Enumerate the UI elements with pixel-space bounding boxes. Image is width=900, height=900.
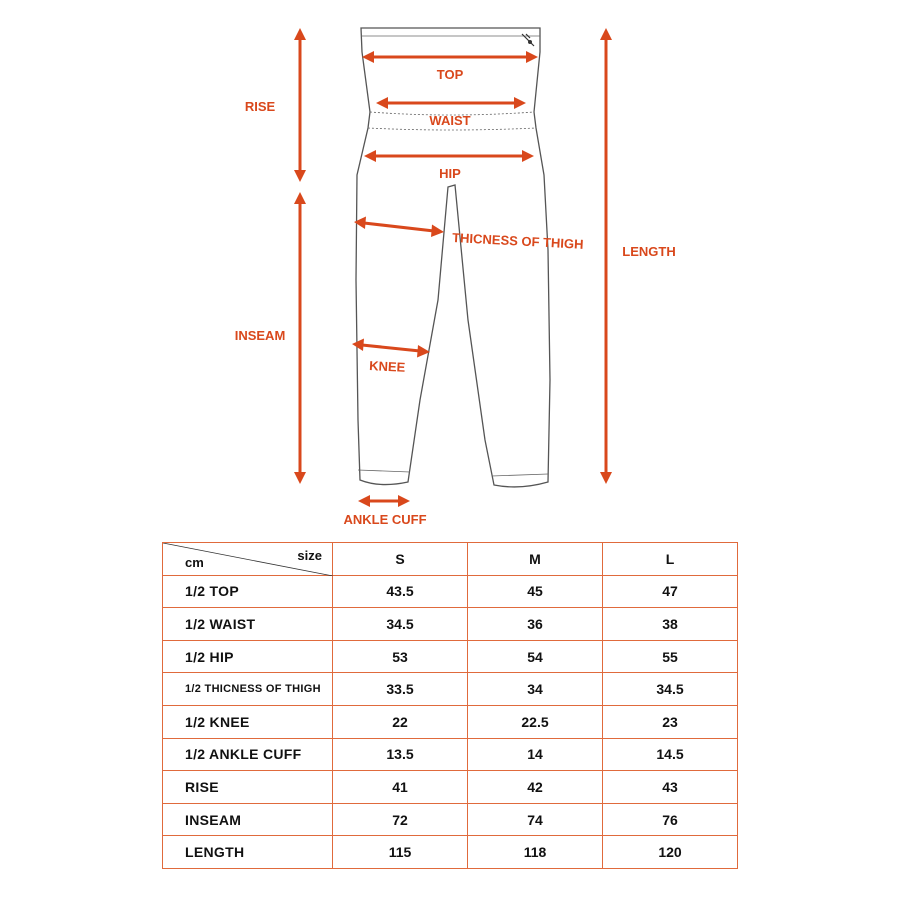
row-label: INSEAM [163,803,333,836]
inseam-label: INSEAM [234,328,286,343]
ankle-cuff-label: ANKLE CUFF [343,512,427,527]
table-cell: 41 [333,771,468,804]
row-label: 1/2 ANKLE CUFF [163,738,333,771]
thigh-label: THICNESS OF THIGH [451,230,584,252]
table-cell: 34.5 [603,673,738,706]
length-label: LENGTH [622,244,676,259]
length-arrow [600,28,612,484]
table-cell: 43 [603,771,738,804]
row-label: 1/2 HIP [163,640,333,673]
table-cell: 43.5 [333,575,468,608]
row-label: 1/2 KNEE [163,705,333,738]
table-row [163,575,738,608]
table-row [163,738,738,771]
table-row [163,673,738,706]
table-cell: 76 [603,803,738,836]
size-header-m: M [468,543,603,576]
table-cell: 38 [603,608,738,641]
table-cell: 36 [468,608,603,641]
table-row [163,771,738,804]
table-cell: 14 [468,738,603,771]
table-header-row [163,543,738,576]
table-cell: 22 [333,705,468,738]
knee-label: KNEE [368,358,406,375]
table-cell: 47 [603,575,738,608]
table-cell: 120 [603,836,738,869]
table-cell: 118 [468,836,603,869]
rise-arrow [294,28,306,182]
rise-label: RISE [244,99,276,114]
row-label: 1/2 TOP [163,575,333,608]
table-cell: 115 [333,836,468,869]
table-row [163,705,738,738]
table-cell: 23 [603,705,738,738]
table-cell: 54 [468,640,603,673]
row-label: 1/2 THICNESS OF THIGH [163,673,333,706]
table-cell: 34 [468,673,603,706]
corner-size-label: size [297,548,322,563]
size-chart-table [162,542,738,869]
table-row [163,640,738,673]
pants-outline [356,28,550,487]
waist-label: WAIST [429,113,471,128]
table-cell: 14.5 [603,738,738,771]
table-cell: 45 [468,575,603,608]
table-row [163,836,738,869]
table-cell: 13.5 [333,738,468,771]
size-header-l: L [603,543,738,576]
row-label: 1/2 WAIST [163,608,333,641]
corner-unit-label: cm [185,554,204,570]
table-cell: 22.5 [468,705,603,738]
row-label: LENGTH [163,836,333,869]
size-header-s: S [333,543,468,576]
inseam-arrow [294,192,306,484]
table-cell: 33.5 [333,673,468,706]
table-cell: 55 [603,640,738,673]
ankle-cuff-arrow [358,495,410,507]
table-cell: 74 [468,803,603,836]
table-cell: 42 [468,771,603,804]
table-cell: 53 [333,640,468,673]
row-label: RISE [163,771,333,804]
hip-label: HIP [439,166,461,181]
table-cell: 34.5 [333,608,468,641]
top-label: TOP [436,67,464,82]
table-cell: 72 [333,803,468,836]
table-row [163,803,738,836]
table-corner-cell [163,543,333,576]
table-row [163,608,738,641]
